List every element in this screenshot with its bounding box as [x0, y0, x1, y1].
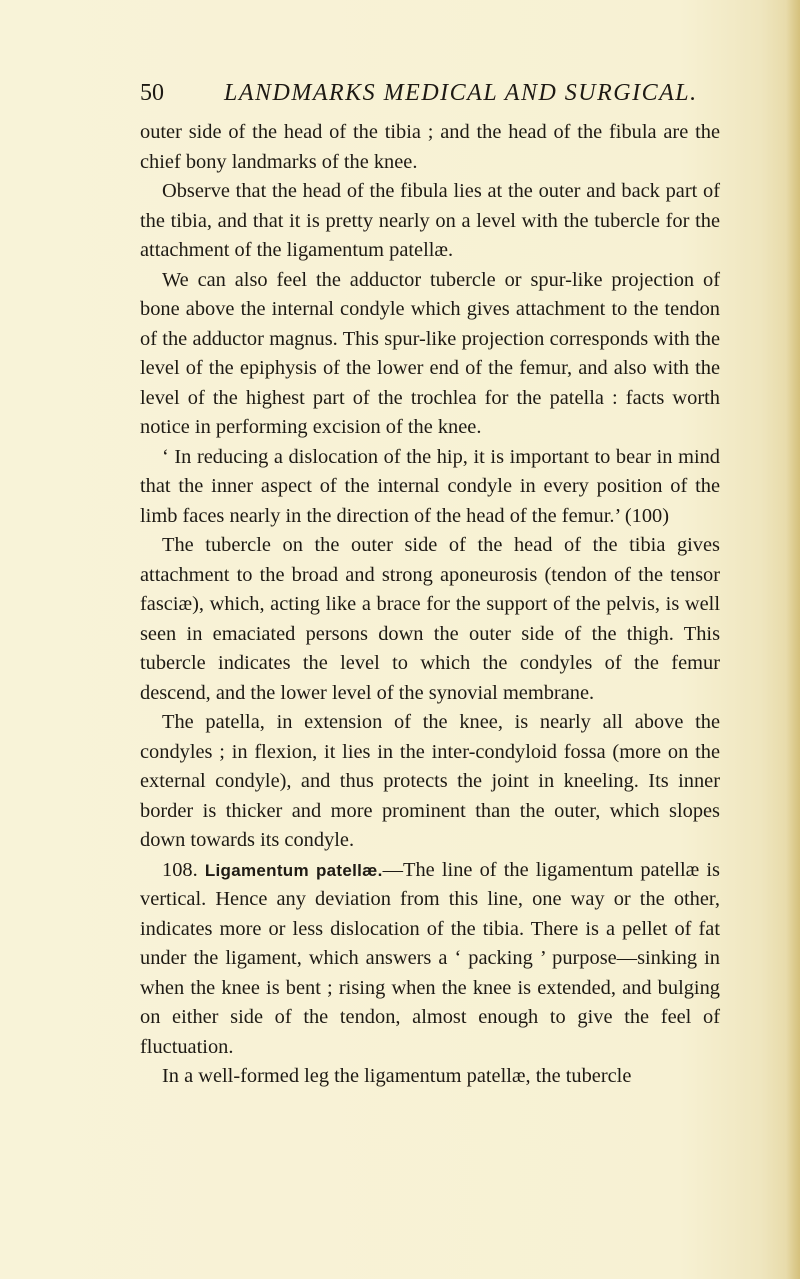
running-title: LANDMARKS MEDICAL AND SURGICAL.	[224, 80, 698, 106]
paragraph-1: outer side of the head of the tibia ; and the head of the fibula are the chief bony landmarks of the knee.	[140, 121, 720, 173]
paragraph-4-quotation: ‘ In reducing a dislocation of the hip, it is important to bear in mind that the inner aspect of the internal condyle in every position of the limb faces nearly in the direction of the head of the femur.’ (100)	[140, 445, 720, 527]
paragraph-3: We can also feel the adductor tubercle or spur-like projection of bone above the internal condyle which gives attachment to the tendon of the adductor magnus. This spur-like projection corresponds with the level of the epiphysis of the lower end of the femur, and also with the level of the highest part of the trochlea for the patella : facts worth notice in performing excision of the knee.	[140, 268, 720, 438]
section-text: —The line of the ligamentum patellæ is vertical. Hence any deviation from this line, one way or the other, indicates more or less dislocation of the tibia. There is a pellet of fat under the ligament, which answers a ‘ packing ’ purpose—sinking in when the knee is bent ; rising when the knee is extended, and bulging on either side of the tendon, almost enough to give the feel of fluctuation.	[140, 858, 720, 1058]
page-header	[140, 76, 720, 110]
section-number: 108.	[162, 858, 198, 881]
paragraph-2: Observe that the head of the fibula lies at the outer and back part of the tibia, and that it is pretty nearly on a level with the tubercle for the attachment of the ligamentum patellæ.	[140, 180, 720, 261]
page-edge-shading	[786, 0, 800, 1279]
paragraph-7-section	[140, 856, 720, 1063]
paragraph-6: The patella, in extension of the knee, is nearly all above the condyles ; in flexion, it lies in the inter-condyloid fossa (more on the external condyle), and thus protects the joint in kneeling. Its inner border is thicker and more prominent than the outer, which slopes down towards its condyle.	[140, 711, 720, 851]
paragraph-5: The tubercle on the outer side of the head of the tibia gives attachment to the broad and strong aponeurosis (tendon of the tensor fasciæ), which, acting like a brace for the support of the pelvis, is well seen in emaciated persons down the outer side of the thigh. This tubercle indicates the level to which the condyles of the femur descend, and the lower level of the synovial membrane.	[140, 534, 720, 704]
paragraph-8: In a well-formed leg the ligamentum patellæ, the tubercle	[162, 1065, 632, 1087]
page-number: 50	[140, 80, 164, 106]
section-heading: Ligamentum patellæ.	[204, 860, 383, 880]
body-text	[140, 118, 720, 1092]
